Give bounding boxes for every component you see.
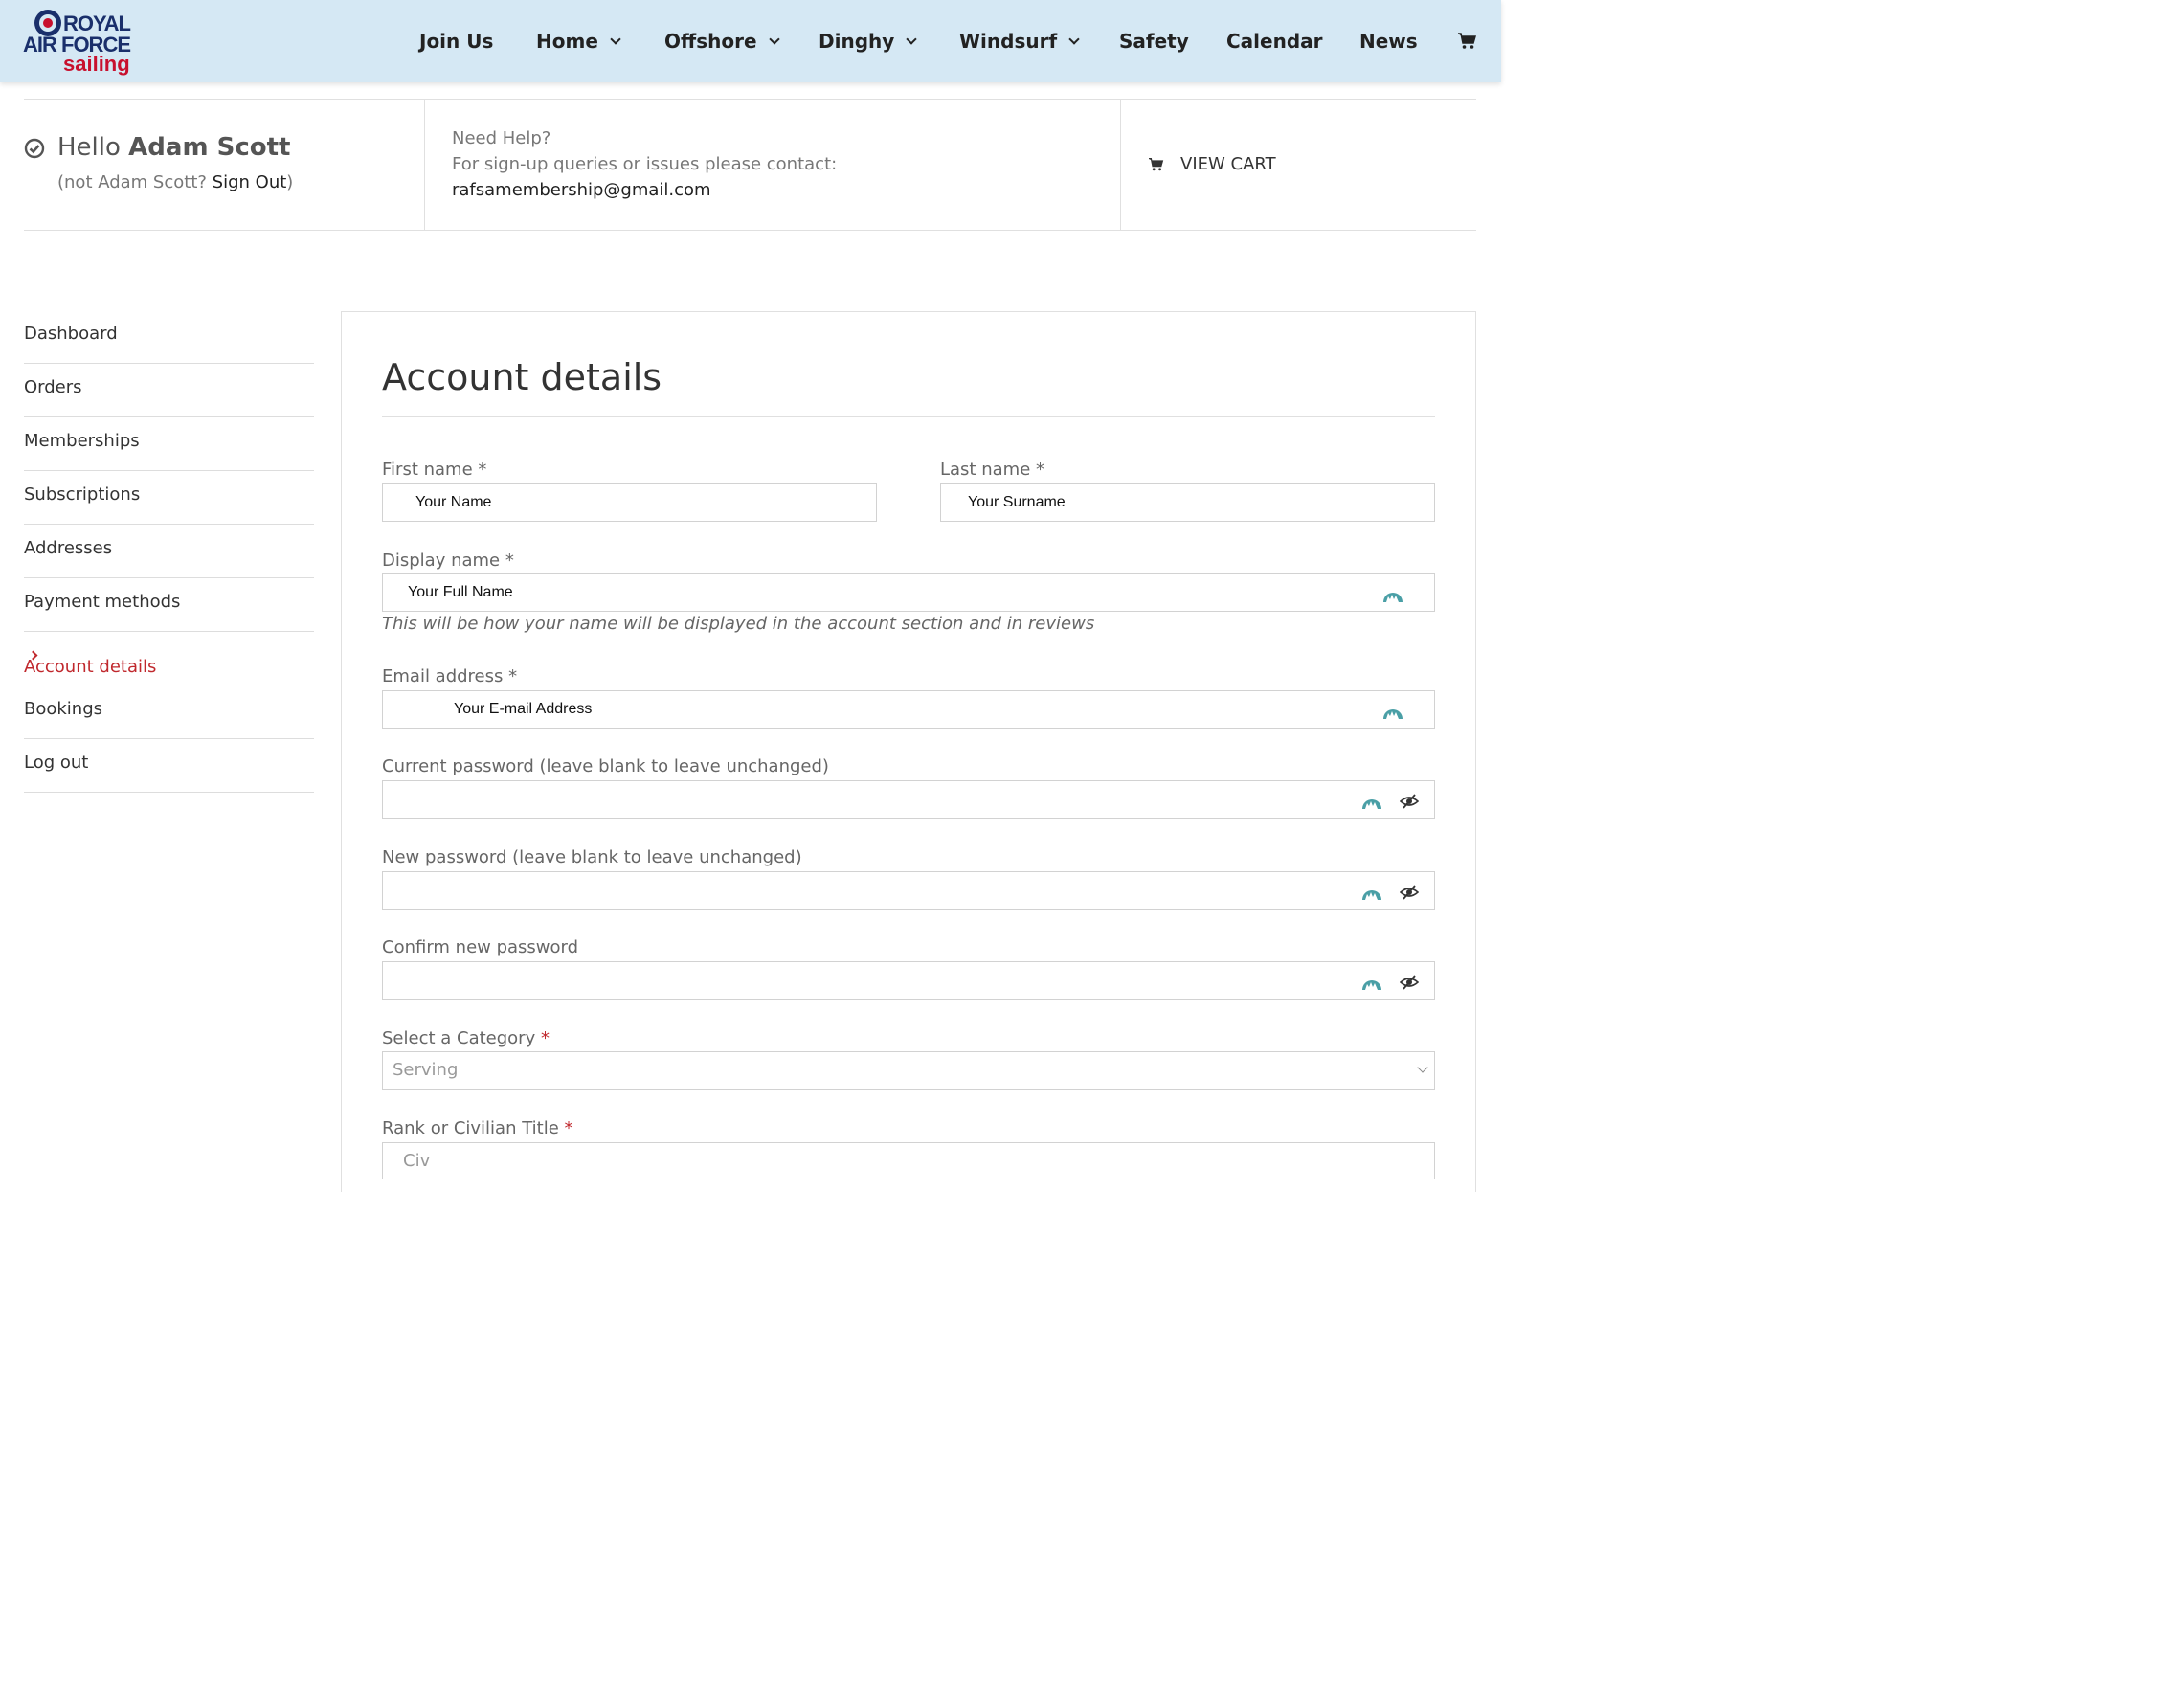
nav-label: Join Us: [419, 30, 494, 53]
confirm-password-field[interactable]: [382, 961, 1435, 1000]
eye-slash-icon[interactable]: [1400, 884, 1419, 901]
email-value: Your E-mail Address: [454, 701, 593, 717]
rank-value: Civ: [403, 1151, 431, 1171]
category-label-text: Select a Category: [382, 1028, 536, 1048]
help-email[interactable]: rafsamembership@gmail.com: [452, 180, 711, 200]
password-manager-icon[interactable]: [1360, 790, 1383, 811]
category-select[interactable]: [382, 1051, 1435, 1090]
sidebar-item-label: Addresses: [24, 538, 113, 558]
nav-windsurf[interactable]: [959, 27, 1078, 56]
divider: [1120, 99, 1121, 231]
sidebar-item-dashboard[interactable]: [24, 310, 314, 364]
eye-slash-icon[interactable]: [1400, 793, 1419, 810]
email-field[interactable]: [382, 690, 1435, 729]
nav-label: Safety: [1119, 30, 1189, 53]
greeting-hello: Hello: [57, 133, 121, 162]
divider: [24, 99, 1476, 100]
last-name-label: Last name *: [940, 460, 1044, 480]
first-name-label: First name *: [382, 460, 487, 480]
chevron-down-icon: [769, 34, 779, 44]
nav-safety[interactable]: [1119, 27, 1189, 56]
chevron-down-icon: [610, 34, 620, 44]
current-password-field[interactable]: [382, 780, 1435, 819]
sidebar-item-label: Dashboard: [24, 324, 118, 344]
divider: [424, 99, 425, 231]
cart-icon: [1148, 157, 1165, 172]
logo-line-sailing: sailing: [63, 52, 130, 76]
sidebar-item-account-details[interactable]: [24, 632, 314, 685]
rank-label-text: Rank or Civilian Title: [382, 1118, 559, 1138]
rank-label: [382, 1117, 573, 1140]
chevron-down-icon: [1069, 34, 1080, 44]
sidebar-item-memberships[interactable]: [24, 417, 314, 471]
title-divider: [382, 416, 1435, 417]
sidebar-item-label: Account details: [24, 657, 157, 677]
eye-slash-icon[interactable]: [1400, 974, 1419, 991]
chevron-down-icon: [1417, 1062, 1427, 1072]
sidebar-item-label: Memberships: [24, 431, 140, 451]
site-header: [0, 0, 1501, 82]
not-user-text: (not Adam Scott?: [57, 172, 207, 192]
category-value: Serving: [393, 1060, 459, 1080]
nav-offshore[interactable]: [664, 27, 778, 56]
password-manager-icon[interactable]: [1360, 881, 1383, 902]
nav-calendar[interactable]: [1226, 27, 1323, 56]
password-manager-icon[interactable]: [1360, 971, 1383, 992]
nav-label: Calendar: [1226, 30, 1323, 53]
nav-home[interactable]: [536, 27, 619, 56]
sidebar-item-label: Subscriptions: [24, 484, 141, 505]
greeting: [57, 131, 290, 164]
page-title: Account details: [382, 356, 662, 398]
divider: [24, 230, 1476, 231]
current-password-label: Current password (leave blank to leave unchanged): [382, 756, 829, 776]
not-user-close: ): [286, 172, 294, 192]
nav-label: Home: [536, 30, 598, 53]
category-label: [382, 1027, 550, 1050]
view-cart-button[interactable]: [1148, 152, 1276, 177]
sidebar-item-orders[interactable]: [24, 364, 314, 417]
nav-label: News: [1359, 30, 1418, 53]
nav-label: Windsurf: [959, 30, 1058, 53]
required-mark: *: [564, 1118, 573, 1138]
sidebar-item-bookings[interactable]: [24, 685, 314, 739]
rank-field[interactable]: [382, 1142, 1435, 1179]
help-text: For sign-up queries or issues please contact:: [452, 154, 838, 174]
sidebar-item-label: Payment methods: [24, 592, 181, 612]
display-name-field[interactable]: [382, 573, 1435, 612]
sidebar-item-label: Bookings: [24, 699, 103, 719]
new-password-label: New password (leave blank to leave unchanged): [382, 847, 802, 867]
last-name-field[interactable]: [940, 483, 1435, 522]
display-name-hint: This will be how your name will be displayed in the account section and in reviews: [382, 614, 1095, 634]
help-heading: Need Help?: [452, 128, 551, 148]
nav-label: Offshore: [664, 30, 757, 53]
sidebar-item-subscriptions[interactable]: [24, 471, 314, 525]
logo-line-airforce: AIR FORCE: [23, 33, 130, 56]
check-circle-icon: [24, 138, 45, 159]
chevron-down-icon: [907, 34, 917, 44]
first-name-value: Your Name: [415, 494, 492, 510]
nav-dinghy[interactable]: [819, 27, 915, 56]
display-name-value: Your Full Name: [408, 584, 513, 600]
confirm-password-label: Confirm new password: [382, 937, 579, 957]
required-mark: *: [540, 1028, 550, 1048]
sidebar-item-payment-methods[interactable]: [24, 578, 314, 632]
user-name: Adam Scott: [128, 133, 291, 162]
sidebar-item-label: Log out: [24, 753, 89, 773]
logo-line-royal: ROYAL: [63, 11, 130, 35]
sidebar-item-log-out[interactable]: [24, 739, 314, 793]
email-label: Email address *: [382, 666, 518, 686]
nav-label: Dinghy: [819, 30, 895, 53]
password-manager-icon[interactable]: [1381, 583, 1404, 604]
display-name-label: Display name *: [382, 551, 514, 571]
first-name-field[interactable]: [382, 483, 877, 522]
nav-news[interactable]: [1359, 27, 1418, 56]
view-cart-label: VIEW CART: [1180, 154, 1276, 174]
sidebar-item-label: Orders: [24, 377, 82, 397]
sign-out-link[interactable]: Sign Out: [212, 172, 287, 192]
sidebar-item-addresses[interactable]: [24, 525, 314, 578]
new-password-field[interactable]: [382, 871, 1435, 910]
shopping-cart-icon[interactable]: [1457, 31, 1478, 52]
nav-join-us[interactable]: [419, 27, 493, 56]
raf-sailing-logo[interactable]: [23, 4, 138, 79]
last-name-value: Your Surname: [968, 494, 1066, 510]
password-manager-icon[interactable]: [1381, 700, 1404, 721]
not-user-line: [57, 170, 293, 195]
